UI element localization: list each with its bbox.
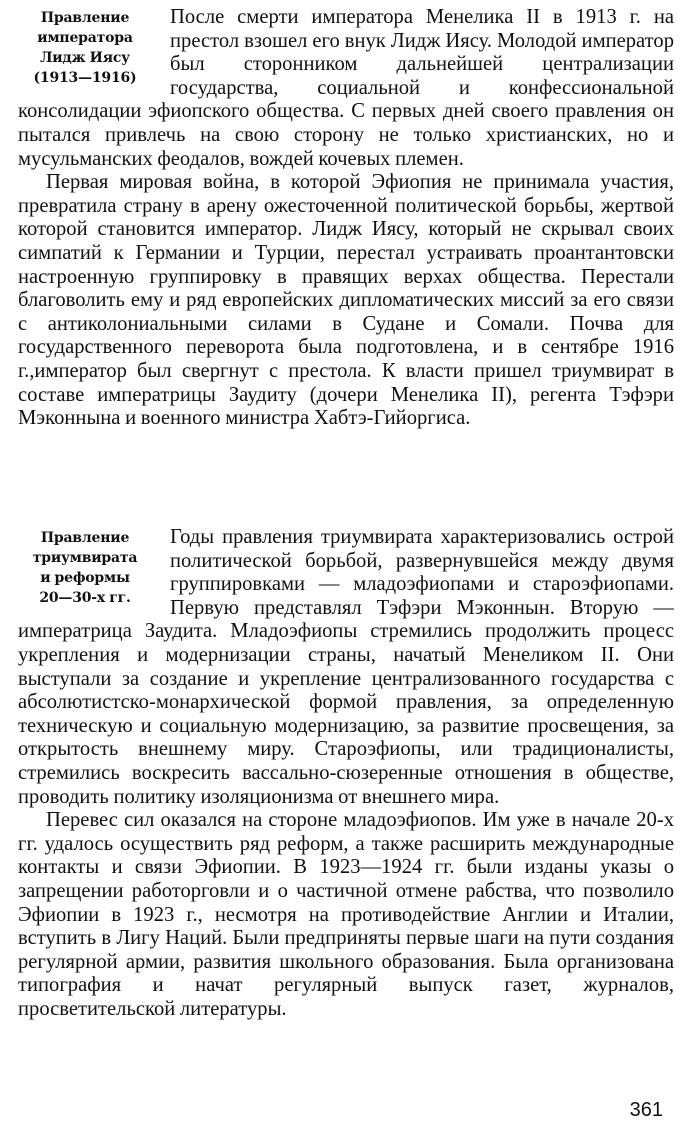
paragraph <box>18 6 674 171</box>
margin-heading <box>14 528 156 608</box>
margin-heading-line: Правление <box>40 530 130 546</box>
paragraph: Первая мировая война, в которой Эфиопия не принимала участия, превратила страну в арену ожесточенной политической борьбы, жертвой которой становится император. Лидж Иясу, который не скрывал своих симпатий к Германии и Турции, перестал устраивать проантантовски настроенную группировку в правящих верхах общества. Перестали благоволить ему и ряд европейских дипломатических миссий за его связи с антиколониальными силами в Судане и Сомали. Почва для государственного переворота была подготовлена, и в сентябре 1916 г.,император был свергнут с престола. К власти пришел триумвират в составе императрицы Заудиту (дочери Менелика II), регента Тэфэри Мэконнына и военного министра Хабтэ-Гийоргиса. <box>18 171 674 430</box>
page-number: 361 <box>629 1099 663 1121</box>
margin-heading-line: 20—30-х гг. <box>39 590 131 606</box>
margin-heading-line: императора <box>37 30 133 46</box>
paragraph: Перевес сил оказался на стороне младоэфиопов. Им уже в начале 20-х гг. удалось осуществить ряд реформ, а также расширить международные контакты и связи Эфиопии. В 1923—1924 гг. были изданы указы о запрещении работорговли и о частичной отмене рабства, что позволило Эфиопии в 1923 г., несмотря на противодействие Англии и Италии, вступить в Лигу Наций. Были предприняты первые шаги на пути создания регулярной армии, развития школьного образования. Была организована типография и начат регулярный выпуск газет, журналов, просветительской литературы. <box>18 809 674 1020</box>
margin-heading-line: Лидж Иясу <box>40 50 130 66</box>
margin-heading-line: триумвирата <box>32 550 138 566</box>
paragraph-text: Годы правления триумвирата характеризовались острой политической борьбой, развернувшейся между двумя группировками — младоэфиопами и староэфиопами. Первую представлял Тэфэри Мэконнын. Вторую — императрица Заудита. Младоэфиопы стремились продолжить процесс укрепления и модернизации страны, начатый Менеликом II. Они выступали за создание и укрепление централизованного государства с абсолютистско-монархической формой правления, за определенную техническую и социальную модернизацию, за развитие просвещения, за открытость внешнему миру. Староэфиопы, или традиционалисты, стремились воскресить вассально-сюзеренные отношения в обществе, проводить политику изоляционизма от внешнего мира. <box>18 526 674 808</box>
section-reign-lij-iyasu <box>18 6 674 431</box>
paragraph <box>18 526 674 809</box>
margin-heading-line: Правление <box>40 10 130 26</box>
paragraph-text: После смерти императора Менелика II в 1913 г. на престол взошел его внук Лидж Иясу. Молодой император был сторонником дальнейшей централизации государства, социальной и конфессиональной консолидации эфиопского общества. С первых дней своего правления он пытался привлечь на свою сторону не только христианских, но и мусульманских феодалов, вождей кочевых племен. <box>18 6 674 170</box>
section-triumvirate-reforms <box>18 526 674 1021</box>
margin-heading-line: и реформы <box>40 570 130 586</box>
margin-heading-line: (1913—1916) <box>33 70 137 86</box>
margin-heading <box>14 8 156 88</box>
